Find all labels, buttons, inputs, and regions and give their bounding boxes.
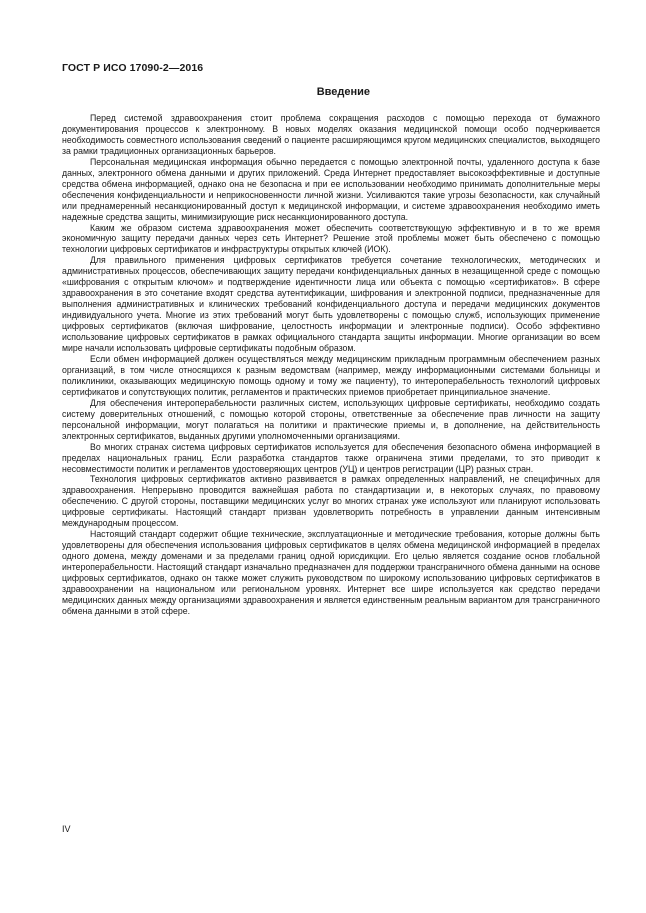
- paragraph: Во многих странах система цифровых сертификатов используется для обеспечения безопасного обмена информацией в пределах национальных границ. Если разработка стандартов также ограничена этими пределами, то это приводит к несовместимости политик и регламентов удостоверяющих центров (УЦ) и центров регистрации (ЦР) разных стран.: [62, 441, 600, 474]
- body-text: [62, 113, 600, 617]
- paragraph: Для обеспечения интероперабельности различных систем, использующих цифровые сертификаты, необходимо создать систему доверительных отношений, с помощью которой стороны, ответственные за обеспечение прав личности на защиту персональной информации, могут полагаться на политики и практические приемы и, в дополнение, на действительность электронных сертификатов, выданных другими уполномоченными организациями.: [62, 397, 600, 441]
- paragraph: Каким же образом система здравоохранения может обеспечить соответствующую эффективную и в то же время экономичную защиту передачи данных через сеть Интернет? Решение этой проблемы может быть обеспечено с помощью технологии цифровых сертификатов и инфраструктуры открытых ключей (ИОК).: [62, 222, 600, 255]
- paragraph: Перед системой здравоохранения стоит проблема сокращения расходов с помощью перехода от бумажного документирования процессов к электронному. В новых моделях оказания медицинской помощи особо подчеркивается необходимость совместного использования сведений о пациенте расширяющимся кругом медицинских специалистов, выходящего за рамки традиционных организационных барьеров.: [62, 113, 600, 156]
- paragraph: Технология цифровых сертификатов активно развивается в рамках определенных направлений, не специфичных для здравоохранения. Непрерывно проводится важнейшая работа по стандартизации и, в некоторых случаях, по правовому обеспечению. С другой стороны, поставщики медицинских услуг во многих странах уже используют или планируют использовать цифровые сертификаты. Настоящий стандарт призван удовлетворить потребность в управлении данным интенсивным международным процессом.: [62, 474, 600, 529]
- paragraph: Для правильного применения цифровых сертификатов требуется сочетание технологических, методических и административных процессов, обеспечивающих защиту передачи конфиденциальных данных в незащищенной среде с помощью «шифрования с открытым ключом» и подтверждение идентичности лица или объекта с помощью «сертификатов». В сфере здравоохранения в это сочетание входят средства аутентификации, шифрования и электронной подписи, предназначенные для выполнения административных и клинических требований конфиденциального доступа и передачи медицинских документов индивидуального учета. Многие из этих требований могут быть удовлетворены с помощью служб, использующих применение цифровых сертификатов (включая шифрование, целостность информации и электронные подписи). Особо эффективно использование цифровых сертификатов в рамках официального стандарта защиты информации. Многие организации во всем мире начали использовать цифровые сертификаты подобным образом.: [62, 255, 600, 354]
- paragraph: Персональная медицинская информация обычно передается с помощью электронной почты, удаленного доступа к базе данных, электронного обмена данными и других приложений. Среда Интернет предоставляет высокоэффективные и доступные средства обмена информацией, однако она не безопасна и при ее использовании необходимо принимать дополнительные меры обеспечения конфиденциальности и неприкосновенности личной жизни. Усиливаются такие угрозы безопасности, как случайный или преднамеренный несанкционированный доступ к медицинской информации, и системе здравоохранения необходимо иметь надежные средства защиты, минимизирующие риск несанкционированного доступа.: [62, 156, 600, 222]
- paragraph: Если обмен информацией должен осуществляться между медицинским прикладным программным обеспечением разных организаций, в том числе относящихся к разным ведомствам (например, между информационными системами больницы и поликлиники, оказывающих медицинскую помощь одному и тому же пациенту), то интероперабельность технологий цифровых сертификатов и сопутствующих политик, регламентов и практических приемов приобретает принципиальное значение.: [62, 353, 600, 397]
- section-title: Введение: [316, 86, 370, 98]
- standard-header: ГОСТ Р ИСО 17090-2—2016: [62, 62, 204, 74]
- page-number: IV: [62, 824, 71, 834]
- paragraph: Настоящий стандарт содержит общие технические, эксплуатационные и методические требования, которые должны быть удовлетворены для обеспечения использования цифровых сертификатов в целях обмена медицинской информацией в пределах одного домена, между доменами и за пределами границ одной юрисдикции. Его целью является создание основ глобальной интероперабельности. Настоящий стандарт изначально предназначен для поддержки трансграничного обмена данными на основе цифровых сертификатов, однако он также может служить руководством по широкому использованию цифровых сертификатов в здравоохранении на национальном или региональном уровнях. Интернет все шире используется как средство передачи медицинских данных между организациями здравоохранения и является единственным реальным вариантом для трансграничного обмена данными в этой сфере.: [62, 529, 600, 616]
